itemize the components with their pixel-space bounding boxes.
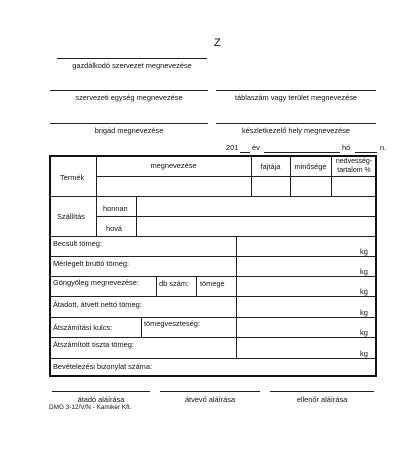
net-weight-label: Átadott, átvett nettó tömeg: (53, 300, 142, 309)
form-code: DMG 3-12/V/N (49, 404, 91, 411)
year-prefix: 201 (226, 143, 239, 152)
transport-middle (96, 216, 375, 217)
product-label: Termék (60, 173, 85, 182)
clean-weight-unit: kg (360, 349, 368, 358)
handover-signature-line (52, 391, 150, 392)
col-name-header: megnevezése (150, 161, 197, 170)
controller-signature-label: ellenőr aláírása (296, 395, 348, 404)
controller-signature-line (270, 391, 374, 392)
count-label: db szám: (159, 279, 189, 288)
packaging-weight-unit: kg (360, 287, 368, 296)
unit-name-label: szervezeti egység megnevezése (75, 93, 183, 102)
unit-name-line (50, 90, 208, 91)
packaging-divider-1 (156, 276, 157, 296)
year-label: év (252, 143, 260, 152)
month-blank (264, 152, 340, 153)
transport-label: Szállítás (57, 212, 85, 221)
receipt-number-label: Bevételezési bizonylat száma: (53, 362, 153, 371)
receiver-signature-label: átvevő aláírása (184, 395, 236, 404)
brigade-line (50, 123, 208, 124)
col-quality-header: minősége (294, 162, 327, 171)
col-type-header: fajtája (260, 162, 281, 171)
net-weight-unit: kg (360, 308, 368, 317)
org-name-line (57, 58, 207, 59)
brigade-label: brigád megnevezése (94, 126, 164, 135)
packaging-weight-label: tömege (200, 279, 225, 288)
org-name-label: gazdálkodó szervezet megnevezése (72, 61, 192, 70)
footer-separator: - (92, 404, 95, 411)
packaging-label: Göngyöleg megnevezése: (53, 278, 139, 287)
clean-weight-label: Átszámított tiszta tömeg: (53, 340, 134, 349)
product-section-bottom (50, 196, 375, 197)
row-divider-6 (50, 358, 375, 359)
row-divider-3 (50, 296, 375, 297)
storage-line (216, 123, 376, 124)
conversion-divider (141, 317, 142, 337)
from-label: honnan (103, 204, 128, 213)
weight-loss-label: tömegveszteség: (144, 319, 200, 328)
form-footer (49, 405, 131, 411)
storage-label: készletkezelő hely megnevezése (241, 126, 351, 135)
month-label: hó (342, 143, 351, 152)
year-blank (240, 152, 250, 153)
gross-weight-label: Mérlegelt bruttó tömeg: (53, 259, 129, 268)
value-column-divider (236, 236, 237, 358)
weight-loss-unit: kg (360, 328, 368, 337)
row-divider-1 (50, 256, 375, 257)
row-divider-4 (50, 317, 375, 318)
day-label: n. (380, 143, 387, 152)
estimated-weight-label: Becsült tömeg: (53, 239, 102, 248)
packaging-divider-2 (196, 276, 197, 296)
col-moisture-header: nedvesség-tartalom % (335, 158, 373, 174)
plate-area-label: táblaszám vagy terület megnevezése (234, 93, 357, 102)
day-blank (355, 152, 377, 153)
product-header-bottom (96, 176, 375, 177)
conversion-key-label: Átszámítási kulcs: (53, 323, 113, 332)
row-divider-2 (50, 276, 375, 277)
estimated-weight-unit: kg (360, 247, 368, 256)
row-divider-5 (50, 337, 375, 338)
z-mark: Z (214, 37, 221, 49)
gross-weight-unit: kg (360, 267, 368, 276)
receiver-signature-line (160, 391, 260, 392)
publisher-name: Kamiker Kft. (96, 404, 132, 411)
to-label: hová (106, 224, 123, 233)
transport-bottom (50, 236, 375, 237)
handover-signature-label: átadó aláírása (77, 395, 125, 404)
plate-area-line (216, 90, 376, 91)
